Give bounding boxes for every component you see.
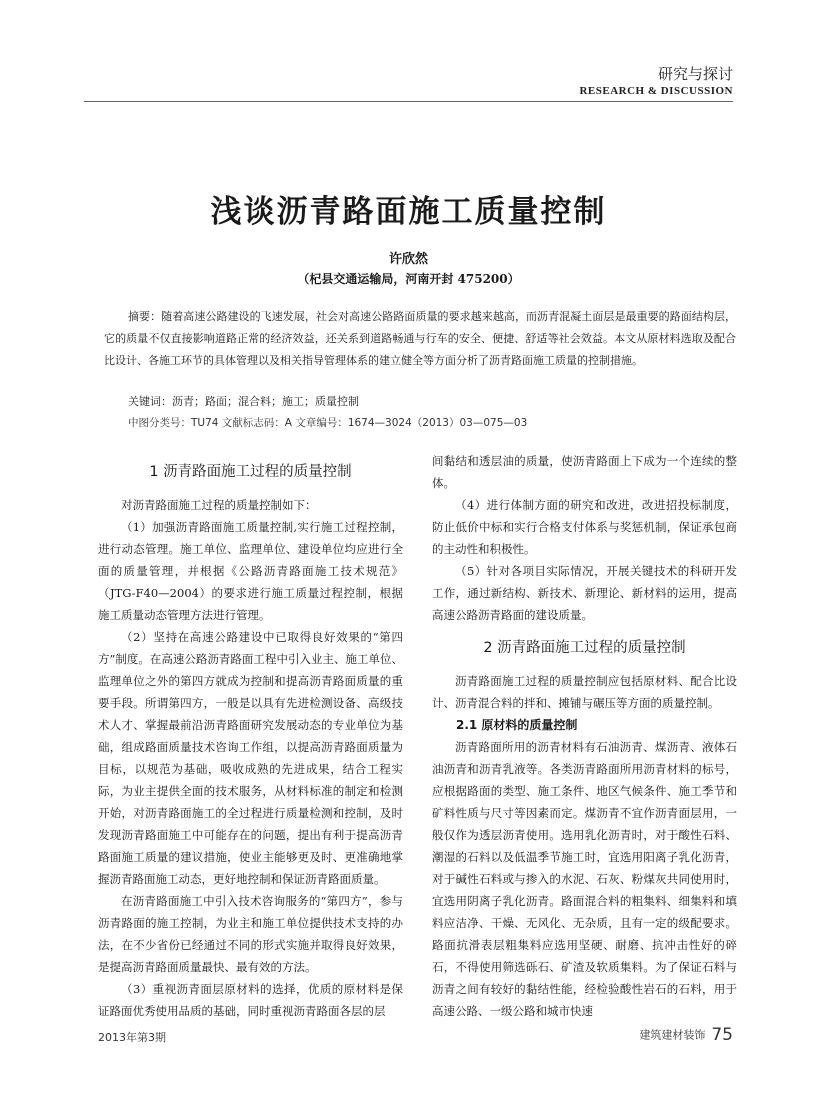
paragraph: （1）加强沥青路面施工质量控制,实行施工过程控制，进行动态管理。施工单位、监理单位、建设单位均应进行全面的质量管理，并根据《公路沥青路面施工技术规范》（JTG-F40—2004）的要求进行施工质量过程控制，根据施工质量动态管理方法进行管理。 [98, 520, 403, 622]
paragraph: 沥青路面施工过程的质量控制应包括原材料、配合比设计、沥青混合料的拌和、摊铺与碾压等方面的质量控制。 [432, 674, 737, 710]
paragraph: （2）坚持在高速公路建设中已取得良好效果的“第四方”制度。在高速公路沥青路面工程中引入业主、施工单位、监理单位之外的第四方就成为控制和提高沥青路面质量的重要手段。所谓第四方，一般是以具有先进检测设备、高级技术人才、掌握最前沿沥青路面研究发展动态的专业单位为基础，组成路面质量技术咨询工作组，以提高沥青路面质量为目标，以规范为基础，吸收成熟的先进成果，结合工程实际，为业主提供全面的技术服务，从材料标准的制定和检测开始，对沥青路面施工的全过程进行质量检测和控制，及时发现沥青路面施工中可能存在的问题，提出有利于提高沥青路面施工质量的建议措施，使业主能够更及时、更准确地掌握沥青路面施工动态，更好地控制和保证沥青路面质量。 [98, 630, 403, 886]
section-heading-1: 1 沥青路面施工过程的质量控制 [149, 464, 352, 480]
issue-label: 2013年第3期 [98, 1031, 166, 1044]
header-rule [84, 101, 733, 102]
classification-line: 中图分类号：TU74 文献标志码：A 文章编号：1674—3024（2013）03—075—03 [128, 417, 528, 429]
affiliation: （杞县交通运输局，河南开封 475200） [297, 272, 520, 286]
section-heading-2: 2 沥青路面施工过程的质量控制 [483, 640, 686, 656]
paragraph: （4）进行体制方面的研究和改进，改进招投标制度，防止低价中标和实行合格支付体系与奖惩机制，保证承包商的主动性和积极性。 [432, 498, 737, 556]
left-column [98, 450, 403, 1022]
paragraph: 对沥青路面施工过程的质量控制如下： [121, 498, 317, 512]
section-title-en: RESEARCH & DISCUSSION [579, 85, 733, 97]
right-column [432, 450, 737, 1022]
section-title-cn: 研究与探讨 [657, 65, 733, 83]
abstract: 摘要：随着高速公路建设的飞速发展，社会对高速公路路面质量的要求越来越高，而沥青混凝土面层是最重要的路面结构层，它的质量不仅直接影响道路正常的经济效益，还关系到道路畅通与行车的安全、便捷、舒适等社会效益。本文从原材料选取及配合比设计、各施工环节的具体管理以及相关指导管理体系的建立健全等方面分析了沥青路面施工质量的控制措施。 [104, 310, 736, 367]
paragraph: 间黏结和透层油的质量，使沥青路面上下成为一个连续的整体。 [432, 454, 737, 490]
page-number: 75 [711, 1024, 733, 1045]
author: 许欣然 [388, 252, 428, 267]
paragraph: （5）针对各项目实际情况，开展关键技术的科研开发工作，通过新结构、新技术、新理论、新材料的运用，提高高速公路沥青路面的建设质量。 [432, 564, 737, 622]
footer-journal [639, 1024, 733, 1045]
subsection-heading: 2.1 原材料的质量控制 [456, 718, 578, 732]
paragraph: 在沥青路面施工中引入技术咨询服务的“第四方”，参与沥青路面的施工控制，为业主和施工单位提供技术支持的办法，在不少省份已经通过不同的形式实施并取得良好效果，是提高沥青路面质量最快、最有效的方法。 [98, 894, 403, 974]
article-title: 浅谈沥青路面施工质量控制 [210, 194, 607, 230]
keywords: 关键词：沥青；路面；混合料；施工；质量控制 [128, 395, 359, 408]
paragraph: 沥青路面所用的沥青材料有石油沥青、煤沥青、液体石油沥青和沥青乳液等。各类沥青路面所用沥青材料的标号，应根据路面的类型、施工条件、地区气候条件、施工季节和矿料性质与尺寸等因素而定。煤沥青不宜作沥青面层用，一般仅作为透层沥青使用。选用乳化沥青时，对于酸性石料、潮湿的石料以及低温季节施工时，宜选用阳离子乳化沥青，对于碱性石料或与掺入的水泥、石灰、粉煤灰共同使用时，宜选用阴离子乳化沥青。路面混合料的粗集料、细集料和填料应洁净、干燥、无风化、无杂质，且有一定的级配要求。路面抗滑表层粗集料应选用坚硬、耐磨、抗冲击性好的碎石，不得使用筛选砾石、矿渣及软质集料。为了保证石料与沥青之间有较好的黏结性能，经检验酸性岩石的石料，用于高速公路、一级公路和城市快速 [432, 740, 737, 1018]
journal-name: 建筑建材装饰 [639, 1028, 706, 1042]
paragraph: （3）重视沥青面层原材料的选择，优质的原材料是保证路面优秀使用品质的基础，同时重视沥青路面各层的层 [98, 982, 403, 1018]
